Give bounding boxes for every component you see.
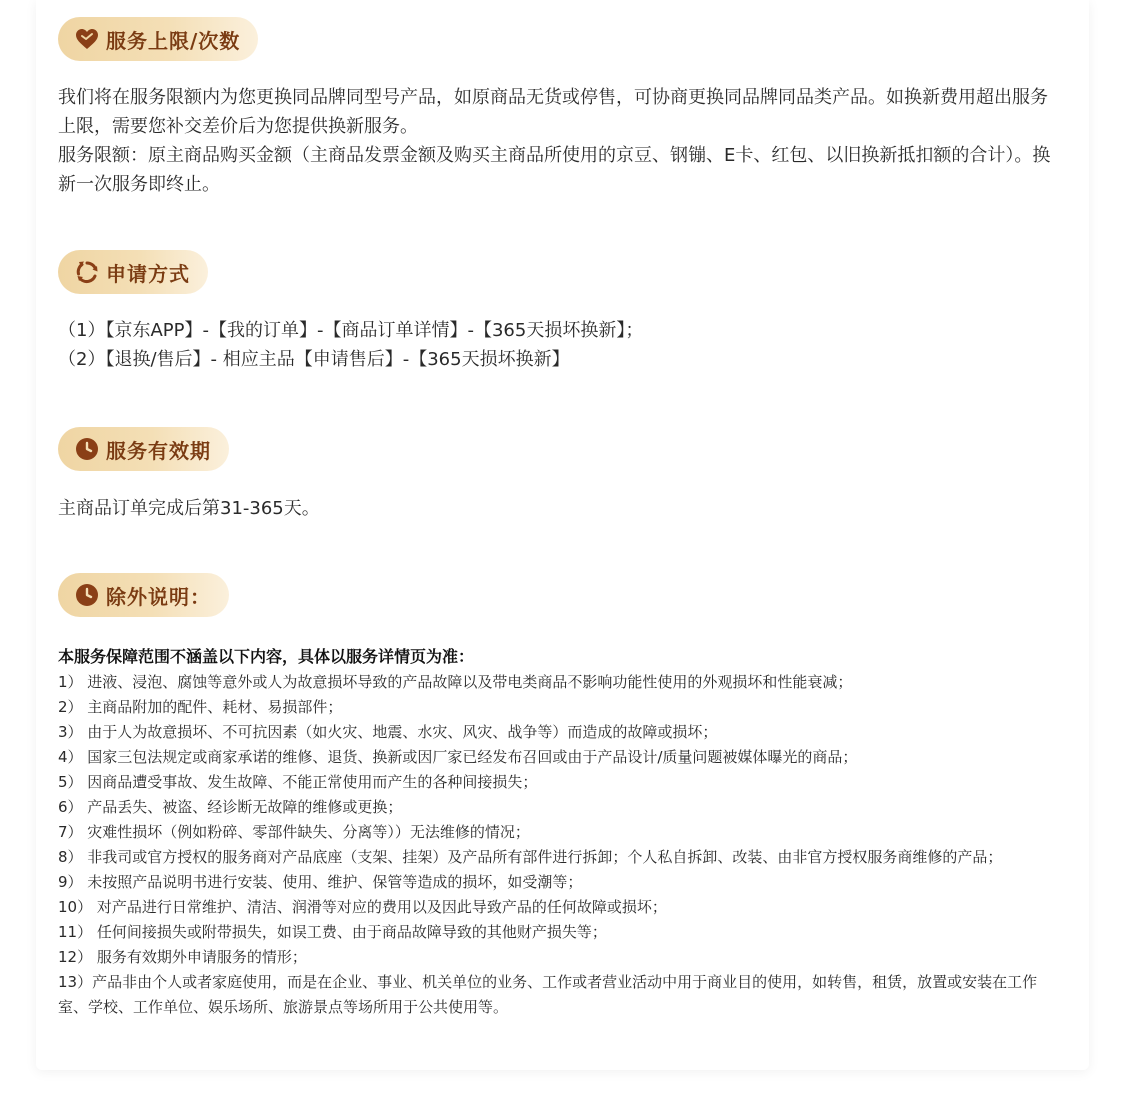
limit-paragraph-2: 服务限额：原主商品购买金额（主商品发票金额及购买主商品所使用的京豆、钢镚、E卡、红包、以旧换新抵扣额的合计）。换新一次服务即终止。 [58, 145, 1051, 195]
section-title-apply: 申请方式 [106, 261, 190, 286]
apply-steps [58, 316, 1058, 374]
section-header-apply [58, 250, 208, 294]
list-item: 3） 由于人为故意损坏、不可抗因素（如火灾、地震、水灾、风灾、战争等）而造成的故障或损坏； [58, 723, 718, 741]
limit-paragraph-1: 我们将在服务限额内为您更换同品牌同型号产品，如原商品无货或停售，可协商更换同品牌同品类产品。如换新费用超出服务上限，需要您补交差价后为您提供换新服务。 [58, 87, 1048, 137]
section-title-limit: 服务上限/次数 [106, 28, 241, 53]
list-item: 10） 对产品进行日常维护、清洁、润滑等对应的费用以及因此导致产品的任何故障或损坏； [58, 898, 667, 916]
service-terms-card [36, 0, 1089, 1070]
list-item: 2） 主商品附加的配件、耗材、易损部件； [58, 698, 343, 716]
exclusions-list [58, 670, 1063, 1020]
apply-step-2: （2）【退换/售后】- 相应主品【申请售后】-【365天损坏换新】 [58, 349, 570, 370]
list-item: 13）产品非由个人或者家庭使用，而是在企业、事业、机关单位的业务、工作或者营业活动中用于商业目的使用，如转售，租赁，放置或安装在工作室、学校、工作单位、娱乐场所、旅游景点等场所用于公共使用等。 [58, 973, 1038, 1016]
apply-step-1: （1）【京东APP】-【我的订单】-【商品订单详情】-【365天损坏换新】； [58, 320, 644, 341]
section-header-validity [58, 427, 229, 471]
section-title-exclusions: 除外说明： [106, 584, 211, 609]
clock-icon [74, 436, 100, 462]
list-item: 8） 非我司或官方授权的服务商对产品底座（支架、挂架）及产品所有部件进行拆卸；个人私自拆卸、改装、由非官方授权服务商维修的产品； [58, 848, 1003, 866]
section-title-validity: 服务有效期 [106, 438, 211, 463]
recycle-icon [74, 259, 100, 285]
clock-icon [74, 582, 100, 608]
list-item: 7） 灾难性损坏（例如粉碎、零部件缺失、分离等））无法维修的情况； [58, 823, 530, 841]
list-item: 12） 服务有效期外申请服务的情形； [58, 948, 307, 966]
exclusions-heading: 本服务保障范围不涵盖以下内容，具体以服务详情页为准： [58, 647, 475, 666]
section-header-limit [58, 17, 258, 61]
list-item: 6） 产品丢失、被盗、经诊断无故障的维修或更换； [58, 798, 403, 816]
section-header-exclusions [58, 573, 229, 617]
limit-description [58, 83, 1058, 199]
list-item: 11） 任何间接损失或附带损失，如误工费、由于商品故障导致的其他财产损失等； [58, 923, 607, 941]
list-item: 9） 未按照产品说明书进行安装、使用、维护、保管等造成的损坏，如受潮等； [58, 873, 583, 891]
list-item: 5） 因商品遭受事故、发生故障、不能正常使用而产生的各种间接损失； [58, 773, 538, 791]
list-item: 1） 进液、浸泡、腐蚀等意外或人为故意损坏导致的产品故障以及带电类商品不影响功能性使用的外观损坏和性能衰减； [58, 673, 853, 691]
heart-icon [74, 26, 100, 52]
validity-text: 主商品订单完成后第31-365天。 [58, 498, 320, 519]
list-item: 4） 国家三包法规定或商家承诺的维修、退货、换新或因厂家已经发布召回或由于产品设计/质量问题被媒体曝光的商品； [58, 748, 858, 766]
